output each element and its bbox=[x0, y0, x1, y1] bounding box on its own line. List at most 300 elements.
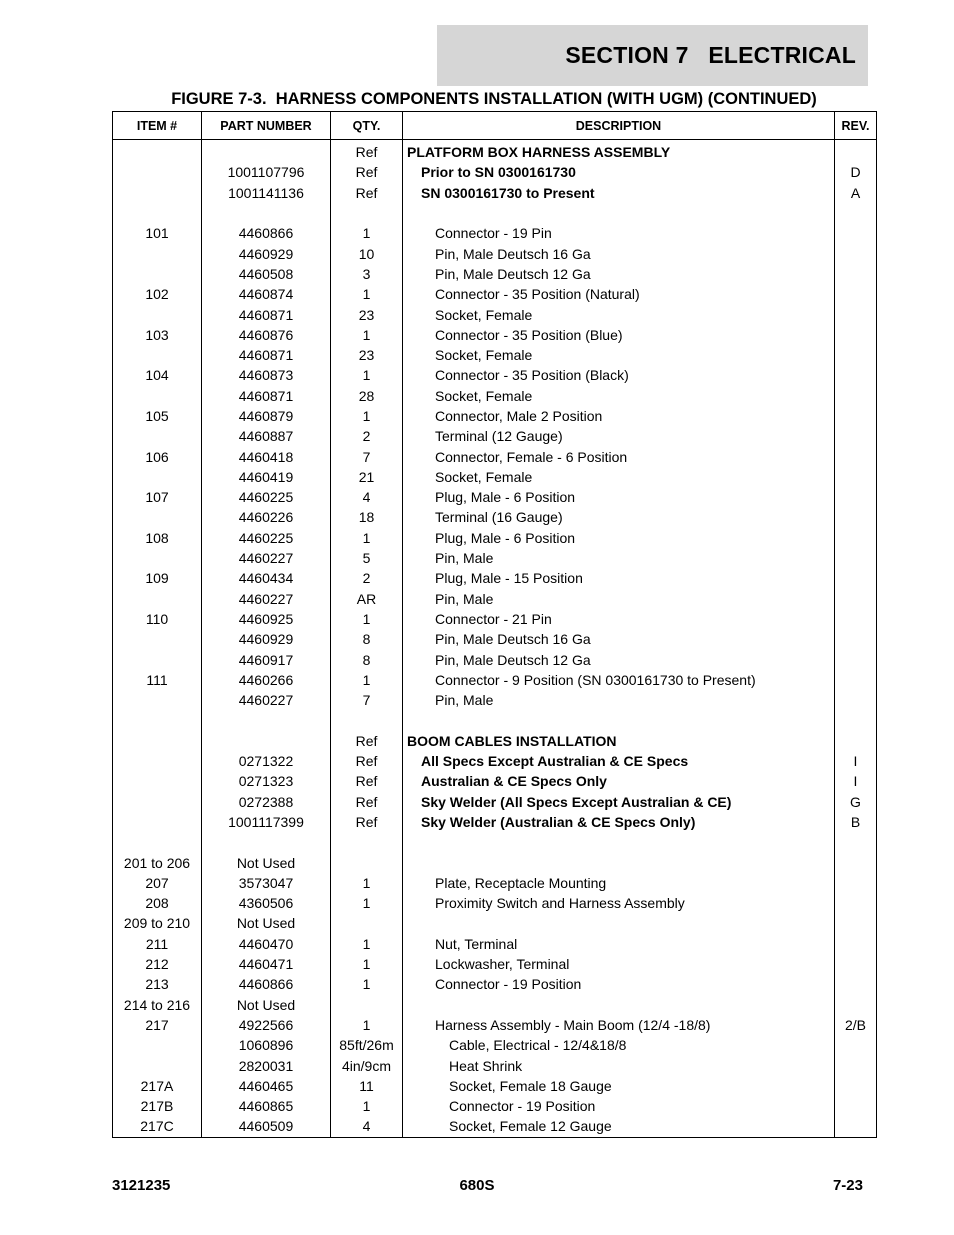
cell-part-number: Not Used bbox=[202, 852, 331, 872]
cell-revision bbox=[835, 649, 877, 669]
cell-revision bbox=[835, 507, 877, 527]
cell-description: Plug, Male - 6 Position bbox=[403, 487, 835, 507]
cell-item-number bbox=[113, 731, 202, 751]
cell-part-number bbox=[202, 832, 331, 852]
table-row bbox=[113, 426, 877, 446]
table-row bbox=[113, 1096, 877, 1116]
cell-quantity: 23 bbox=[331, 345, 403, 365]
cell-description: Pin, Male Deutsch 16 Ga bbox=[403, 243, 835, 263]
cell-revision bbox=[835, 406, 877, 426]
cell-revision bbox=[835, 345, 877, 365]
figure-title: FIGURE 7-3. HARNESS COMPONENTS INSTALLATION (WITH UGM) (CONTINUED) bbox=[171, 90, 817, 108]
cell-revision bbox=[835, 731, 877, 751]
cell-part-number: 2820031 bbox=[202, 1055, 331, 1075]
table-row bbox=[113, 710, 877, 730]
table-row bbox=[113, 771, 877, 791]
table-row bbox=[113, 954, 877, 974]
cell-part-number bbox=[202, 731, 331, 751]
table-row bbox=[113, 304, 877, 324]
cell-description: Socket, Female 18 Gauge bbox=[403, 1076, 835, 1096]
cell-description: Heat Shrink bbox=[403, 1055, 835, 1075]
table-row bbox=[113, 140, 877, 163]
cell-item-number: 111 bbox=[113, 670, 202, 690]
cell-item-number bbox=[113, 589, 202, 609]
cell-quantity: 8 bbox=[331, 649, 403, 669]
cell-quantity: 2 bbox=[331, 568, 403, 588]
cell-part-number: 4460266 bbox=[202, 670, 331, 690]
cell-item-number: 107 bbox=[113, 487, 202, 507]
cell-revision bbox=[835, 487, 877, 507]
cell-item-number: 108 bbox=[113, 528, 202, 548]
cell-quantity: Ref bbox=[331, 731, 403, 751]
footer-document-number: 3121235 bbox=[112, 1177, 171, 1194]
table-header-row bbox=[113, 112, 877, 140]
table-row bbox=[113, 365, 877, 385]
cell-part-number bbox=[202, 203, 331, 223]
cell-quantity: Ref bbox=[331, 771, 403, 791]
cell-description: PLATFORM BOX HARNESS ASSEMBLY bbox=[403, 140, 835, 163]
cell-quantity: 3 bbox=[331, 264, 403, 284]
cell-description: Socket, Female bbox=[403, 345, 835, 365]
cell-description: Harness Assembly - Main Boom (12/4 -18/8) bbox=[403, 1015, 835, 1035]
cell-part-number: 4460227 bbox=[202, 548, 331, 568]
cell-part-number: 4460509 bbox=[202, 1116, 331, 1137]
table-row bbox=[113, 792, 877, 812]
cell-revision: A bbox=[835, 183, 877, 203]
cell-revision bbox=[835, 1055, 877, 1075]
cell-part-number: 4460917 bbox=[202, 649, 331, 669]
footer-model: 680S bbox=[459, 1177, 495, 1194]
cell-description: Nut, Terminal bbox=[403, 934, 835, 954]
cell-description: Plug, Male - 15 Position bbox=[403, 568, 835, 588]
cell-item-number: 110 bbox=[113, 609, 202, 629]
cell-revision bbox=[835, 609, 877, 629]
cell-revision bbox=[835, 446, 877, 466]
cell-part-number: 1060896 bbox=[202, 1035, 331, 1055]
cell-part-number: 1001141136 bbox=[202, 183, 331, 203]
cell-quantity bbox=[331, 710, 403, 730]
cell-part-number: 4460226 bbox=[202, 507, 331, 527]
cell-item-number bbox=[113, 386, 202, 406]
cell-description: SN 0300161730 to Present bbox=[403, 183, 835, 203]
cell-revision bbox=[835, 426, 877, 446]
cell-item-number bbox=[113, 264, 202, 284]
cell-quantity: 4in/9cm bbox=[331, 1055, 403, 1075]
cell-quantity: 1 bbox=[331, 325, 403, 345]
table-row bbox=[113, 406, 877, 426]
cell-description: All Specs Except Australian & CE Specs bbox=[403, 751, 835, 771]
table-row bbox=[113, 548, 877, 568]
cell-revision: I bbox=[835, 771, 877, 791]
cell-revision bbox=[835, 994, 877, 1014]
cell-description: Lockwasher, Terminal bbox=[403, 954, 835, 974]
cell-revision: B bbox=[835, 812, 877, 832]
cell-quantity: 7 bbox=[331, 446, 403, 466]
cell-part-number: 4460887 bbox=[202, 426, 331, 446]
parts-table-body bbox=[113, 140, 877, 1138]
cell-item-number: 214 to 216 bbox=[113, 994, 202, 1014]
cell-quantity: Ref bbox=[331, 812, 403, 832]
cell-part-number bbox=[202, 140, 331, 163]
cell-part-number: 4460227 bbox=[202, 690, 331, 710]
cell-revision bbox=[835, 203, 877, 223]
table-row bbox=[113, 1076, 877, 1096]
cell-part-number: 3573047 bbox=[202, 873, 331, 893]
cell-description: Sky Welder (All Specs Except Australian & CE) bbox=[403, 792, 835, 812]
cell-revision bbox=[835, 852, 877, 872]
cell-description bbox=[403, 994, 835, 1014]
cell-part-number: 4460508 bbox=[202, 264, 331, 284]
cell-item-number bbox=[113, 345, 202, 365]
cell-item-number bbox=[113, 304, 202, 324]
cell-part-number: 0271323 bbox=[202, 771, 331, 791]
cell-description: Connector - 35 Position (Natural) bbox=[403, 284, 835, 304]
cell-part-number bbox=[202, 710, 331, 730]
cell-revision bbox=[835, 386, 877, 406]
cell-item-number: 102 bbox=[113, 284, 202, 304]
cell-revision bbox=[835, 1096, 877, 1116]
cell-quantity: 1 bbox=[331, 223, 403, 243]
cell-part-number: 4460866 bbox=[202, 974, 331, 994]
cell-quantity: 85ft/26m bbox=[331, 1035, 403, 1055]
table-row bbox=[113, 467, 877, 487]
cell-quantity: 1 bbox=[331, 528, 403, 548]
cell-item-number bbox=[113, 751, 202, 771]
cell-part-number: 4460470 bbox=[202, 934, 331, 954]
cell-item-number bbox=[113, 649, 202, 669]
cell-description: Pin, Male bbox=[403, 690, 835, 710]
table-row bbox=[113, 893, 877, 913]
cell-quantity: 23 bbox=[331, 304, 403, 324]
table-row bbox=[113, 568, 877, 588]
cell-quantity bbox=[331, 832, 403, 852]
cell-part-number: 4460871 bbox=[202, 304, 331, 324]
cell-description: Connector - 9 Position (SN 0300161730 to Present) bbox=[403, 670, 835, 690]
cell-description bbox=[403, 710, 835, 730]
cell-revision bbox=[835, 325, 877, 345]
cell-quantity: 1 bbox=[331, 934, 403, 954]
cell-quantity: 5 bbox=[331, 548, 403, 568]
cell-description bbox=[403, 913, 835, 933]
table-row bbox=[113, 1015, 877, 1035]
cell-description: Connector - 21 Pin bbox=[403, 609, 835, 629]
cell-description: Connector - 19 Pin bbox=[403, 223, 835, 243]
cell-revision bbox=[835, 284, 877, 304]
cell-revision bbox=[835, 140, 877, 163]
cell-part-number: 4460866 bbox=[202, 223, 331, 243]
cell-quantity bbox=[331, 203, 403, 223]
cell-description: Connector - 19 Position bbox=[403, 1096, 835, 1116]
column-header-qty: QTY. bbox=[331, 112, 403, 140]
cell-item-number: 217C bbox=[113, 1116, 202, 1137]
cell-part-number: 4460929 bbox=[202, 243, 331, 263]
cell-description: Socket, Female bbox=[403, 304, 835, 324]
section-header bbox=[437, 25, 868, 86]
cell-part-number: 1001107796 bbox=[202, 162, 331, 182]
cell-quantity: 10 bbox=[331, 243, 403, 263]
cell-part-number: 4460434 bbox=[202, 568, 331, 588]
cell-item-number bbox=[113, 832, 202, 852]
cell-part-number: Not Used bbox=[202, 913, 331, 933]
cell-item-number bbox=[113, 140, 202, 163]
cell-quantity: 7 bbox=[331, 690, 403, 710]
cell-item-number bbox=[113, 792, 202, 812]
table-row bbox=[113, 873, 877, 893]
cell-description: Plug, Male - 6 Position bbox=[403, 528, 835, 548]
table-row bbox=[113, 487, 877, 507]
cell-part-number: 0272388 bbox=[202, 792, 331, 812]
cell-description: Connector - 35 Position (Blue) bbox=[403, 325, 835, 345]
cell-quantity: 28 bbox=[331, 386, 403, 406]
cell-quantity: Ref bbox=[331, 751, 403, 771]
table-row bbox=[113, 852, 877, 872]
cell-description: Sky Welder (Australian & CE Specs Only) bbox=[403, 812, 835, 832]
cell-quantity bbox=[331, 913, 403, 933]
cell-description: Socket, Female bbox=[403, 386, 835, 406]
cell-item-number bbox=[113, 243, 202, 263]
cell-part-number: 4460871 bbox=[202, 386, 331, 406]
cell-part-number: 4922566 bbox=[202, 1015, 331, 1035]
cell-quantity: 1 bbox=[331, 1015, 403, 1035]
cell-description: Socket, Female 12 Gauge bbox=[403, 1116, 835, 1137]
cell-quantity: 1 bbox=[331, 954, 403, 974]
table-row bbox=[113, 629, 877, 649]
cell-description: Terminal (16 Gauge) bbox=[403, 507, 835, 527]
cell-item-number: 209 to 210 bbox=[113, 913, 202, 933]
table-row bbox=[113, 913, 877, 933]
column-header-description: DESCRIPTION bbox=[403, 112, 835, 140]
cell-description bbox=[403, 203, 835, 223]
cell-revision bbox=[835, 568, 877, 588]
cell-part-number: 4360506 bbox=[202, 893, 331, 913]
table-row bbox=[113, 162, 877, 182]
cell-description: Socket, Female bbox=[403, 467, 835, 487]
cell-item-number bbox=[113, 812, 202, 832]
cell-part-number: 4460873 bbox=[202, 365, 331, 385]
cell-quantity: Ref bbox=[331, 792, 403, 812]
cell-item-number bbox=[113, 467, 202, 487]
cell-description: Pin, Male Deutsch 12 Ga bbox=[403, 264, 835, 284]
table-row bbox=[113, 812, 877, 832]
cell-item-number: 104 bbox=[113, 365, 202, 385]
parts-table bbox=[112, 111, 877, 1138]
cell-item-number: 101 bbox=[113, 223, 202, 243]
cell-revision bbox=[835, 548, 877, 568]
table-row bbox=[113, 325, 877, 345]
cell-part-number: 4460227 bbox=[202, 589, 331, 609]
cell-revision bbox=[835, 690, 877, 710]
cell-part-number: 4460471 bbox=[202, 954, 331, 974]
cell-description: Prior to SN 0300161730 bbox=[403, 162, 835, 182]
table-row bbox=[113, 690, 877, 710]
cell-item-number bbox=[113, 426, 202, 446]
cell-revision bbox=[835, 304, 877, 324]
cell-item-number bbox=[113, 690, 202, 710]
cell-quantity: 1 bbox=[331, 670, 403, 690]
cell-revision bbox=[835, 1076, 877, 1096]
cell-item-number bbox=[113, 1035, 202, 1055]
cell-quantity: AR bbox=[331, 589, 403, 609]
cell-part-number: 4460876 bbox=[202, 325, 331, 345]
cell-item-number: 106 bbox=[113, 446, 202, 466]
cell-quantity: 1 bbox=[331, 893, 403, 913]
cell-item-number: 207 bbox=[113, 873, 202, 893]
cell-revision bbox=[835, 589, 877, 609]
cell-description: Connector - 19 Position bbox=[403, 974, 835, 994]
cell-quantity: 21 bbox=[331, 467, 403, 487]
cell-description: Connector, Female - 6 Position bbox=[403, 446, 835, 466]
cell-quantity: 1 bbox=[331, 1096, 403, 1116]
cell-description: Pin, Male bbox=[403, 548, 835, 568]
cell-quantity: 1 bbox=[331, 406, 403, 426]
cell-revision bbox=[835, 954, 877, 974]
table-row bbox=[113, 203, 877, 223]
cell-quantity bbox=[331, 852, 403, 872]
footer-page-number: 7-23 bbox=[832, 1177, 863, 1194]
cell-quantity: Ref bbox=[331, 183, 403, 203]
cell-item-number bbox=[113, 629, 202, 649]
cell-quantity: 2 bbox=[331, 426, 403, 446]
cell-quantity: 11 bbox=[331, 1076, 403, 1096]
cell-item-number: 103 bbox=[113, 325, 202, 345]
cell-quantity bbox=[331, 994, 403, 1014]
cell-revision: G bbox=[835, 792, 877, 812]
cell-item-number bbox=[113, 203, 202, 223]
cell-part-number: 4460874 bbox=[202, 284, 331, 304]
cell-description: Plate, Receptacle Mounting bbox=[403, 873, 835, 893]
cell-revision bbox=[835, 264, 877, 284]
cell-quantity: 18 bbox=[331, 507, 403, 527]
cell-item-number: 217A bbox=[113, 1076, 202, 1096]
cell-item-number bbox=[113, 1055, 202, 1075]
cell-description: Australian & CE Specs Only bbox=[403, 771, 835, 791]
table-row bbox=[113, 446, 877, 466]
cell-quantity: 1 bbox=[331, 365, 403, 385]
column-header-part-number: PART NUMBER bbox=[202, 112, 331, 140]
cell-quantity: 8 bbox=[331, 629, 403, 649]
cell-item-number: 201 to 206 bbox=[113, 852, 202, 872]
table-row bbox=[113, 528, 877, 548]
column-header-item: ITEM # bbox=[113, 112, 202, 140]
cell-quantity: 4 bbox=[331, 487, 403, 507]
table-row bbox=[113, 1055, 877, 1075]
cell-part-number: 4460419 bbox=[202, 467, 331, 487]
cell-part-number: 4460929 bbox=[202, 629, 331, 649]
cell-item-number bbox=[113, 183, 202, 203]
cell-revision bbox=[835, 1116, 877, 1137]
cell-item-number bbox=[113, 710, 202, 730]
cell-quantity: 1 bbox=[331, 609, 403, 629]
cell-item-number bbox=[113, 162, 202, 182]
cell-description: BOOM CABLES INSTALLATION bbox=[403, 731, 835, 751]
cell-item-number: 109 bbox=[113, 568, 202, 588]
cell-description: Pin, Male bbox=[403, 589, 835, 609]
table-row bbox=[113, 994, 877, 1014]
cell-item-number: 213 bbox=[113, 974, 202, 994]
cell-revision bbox=[835, 974, 877, 994]
cell-description: Pin, Male Deutsch 12 Ga bbox=[403, 649, 835, 669]
cell-revision: D bbox=[835, 162, 877, 182]
cell-part-number: 4460225 bbox=[202, 528, 331, 548]
table-row bbox=[113, 934, 877, 954]
cell-item-number: 105 bbox=[113, 406, 202, 426]
cell-revision: I bbox=[835, 751, 877, 771]
cell-item-number bbox=[113, 548, 202, 568]
cell-item-number bbox=[113, 771, 202, 791]
table-row bbox=[113, 1116, 877, 1137]
cell-revision bbox=[835, 873, 877, 893]
cell-part-number: 4460465 bbox=[202, 1076, 331, 1096]
cell-item-number: 211 bbox=[113, 934, 202, 954]
cell-revision bbox=[835, 243, 877, 263]
section-title: SECTION 7 ELECTRICAL bbox=[565, 42, 856, 68]
cell-item-number: 208 bbox=[113, 893, 202, 913]
table-row bbox=[113, 386, 877, 406]
table-row bbox=[113, 264, 877, 284]
table-row bbox=[113, 507, 877, 527]
table-row bbox=[113, 223, 877, 243]
cell-part-number: 4460871 bbox=[202, 345, 331, 365]
cell-part-number: 4460865 bbox=[202, 1096, 331, 1116]
cell-description bbox=[403, 852, 835, 872]
cell-revision bbox=[835, 670, 877, 690]
cell-part-number: 4460879 bbox=[202, 406, 331, 426]
cell-part-number: 4460225 bbox=[202, 487, 331, 507]
cell-revision bbox=[835, 1035, 877, 1055]
table-row bbox=[113, 649, 877, 669]
cell-description: Connector, Male 2 Position bbox=[403, 406, 835, 426]
cell-description: Proximity Switch and Harness Assembly bbox=[403, 893, 835, 913]
table-row bbox=[113, 751, 877, 771]
table-row bbox=[113, 243, 877, 263]
table-row bbox=[113, 345, 877, 365]
cell-quantity: 1 bbox=[331, 974, 403, 994]
cell-description bbox=[403, 832, 835, 852]
cell-description: Connector - 35 Position (Black) bbox=[403, 365, 835, 385]
cell-item-number: 212 bbox=[113, 954, 202, 974]
table-row bbox=[113, 731, 877, 751]
cell-revision bbox=[835, 528, 877, 548]
cell-part-number: 4460418 bbox=[202, 446, 331, 466]
cell-description: Pin, Male Deutsch 16 Ga bbox=[403, 629, 835, 649]
cell-quantity: Ref bbox=[331, 140, 403, 163]
column-header-rev: REV. bbox=[835, 112, 877, 140]
cell-revision bbox=[835, 934, 877, 954]
cell-quantity: 4 bbox=[331, 1116, 403, 1137]
table-row bbox=[113, 284, 877, 304]
cell-item-number: 217 bbox=[113, 1015, 202, 1035]
cell-quantity: 1 bbox=[331, 284, 403, 304]
cell-quantity: 1 bbox=[331, 873, 403, 893]
cell-part-number: 0271322 bbox=[202, 751, 331, 771]
cell-item-number bbox=[113, 507, 202, 527]
cell-revision: 2/B bbox=[835, 1015, 877, 1035]
cell-revision bbox=[835, 832, 877, 852]
table-row bbox=[113, 1035, 877, 1055]
table-row bbox=[113, 183, 877, 203]
cell-part-number: 1001117399 bbox=[202, 812, 331, 832]
table-row bbox=[113, 974, 877, 994]
table-row bbox=[113, 589, 877, 609]
cell-revision bbox=[835, 365, 877, 385]
cell-revision bbox=[835, 467, 877, 487]
cell-item-number: 217B bbox=[113, 1096, 202, 1116]
cell-revision bbox=[835, 710, 877, 730]
table-row bbox=[113, 832, 877, 852]
cell-description: Cable, Electrical - 12/4&18/8 bbox=[403, 1035, 835, 1055]
cell-quantity: Ref bbox=[331, 162, 403, 182]
cell-revision bbox=[835, 913, 877, 933]
